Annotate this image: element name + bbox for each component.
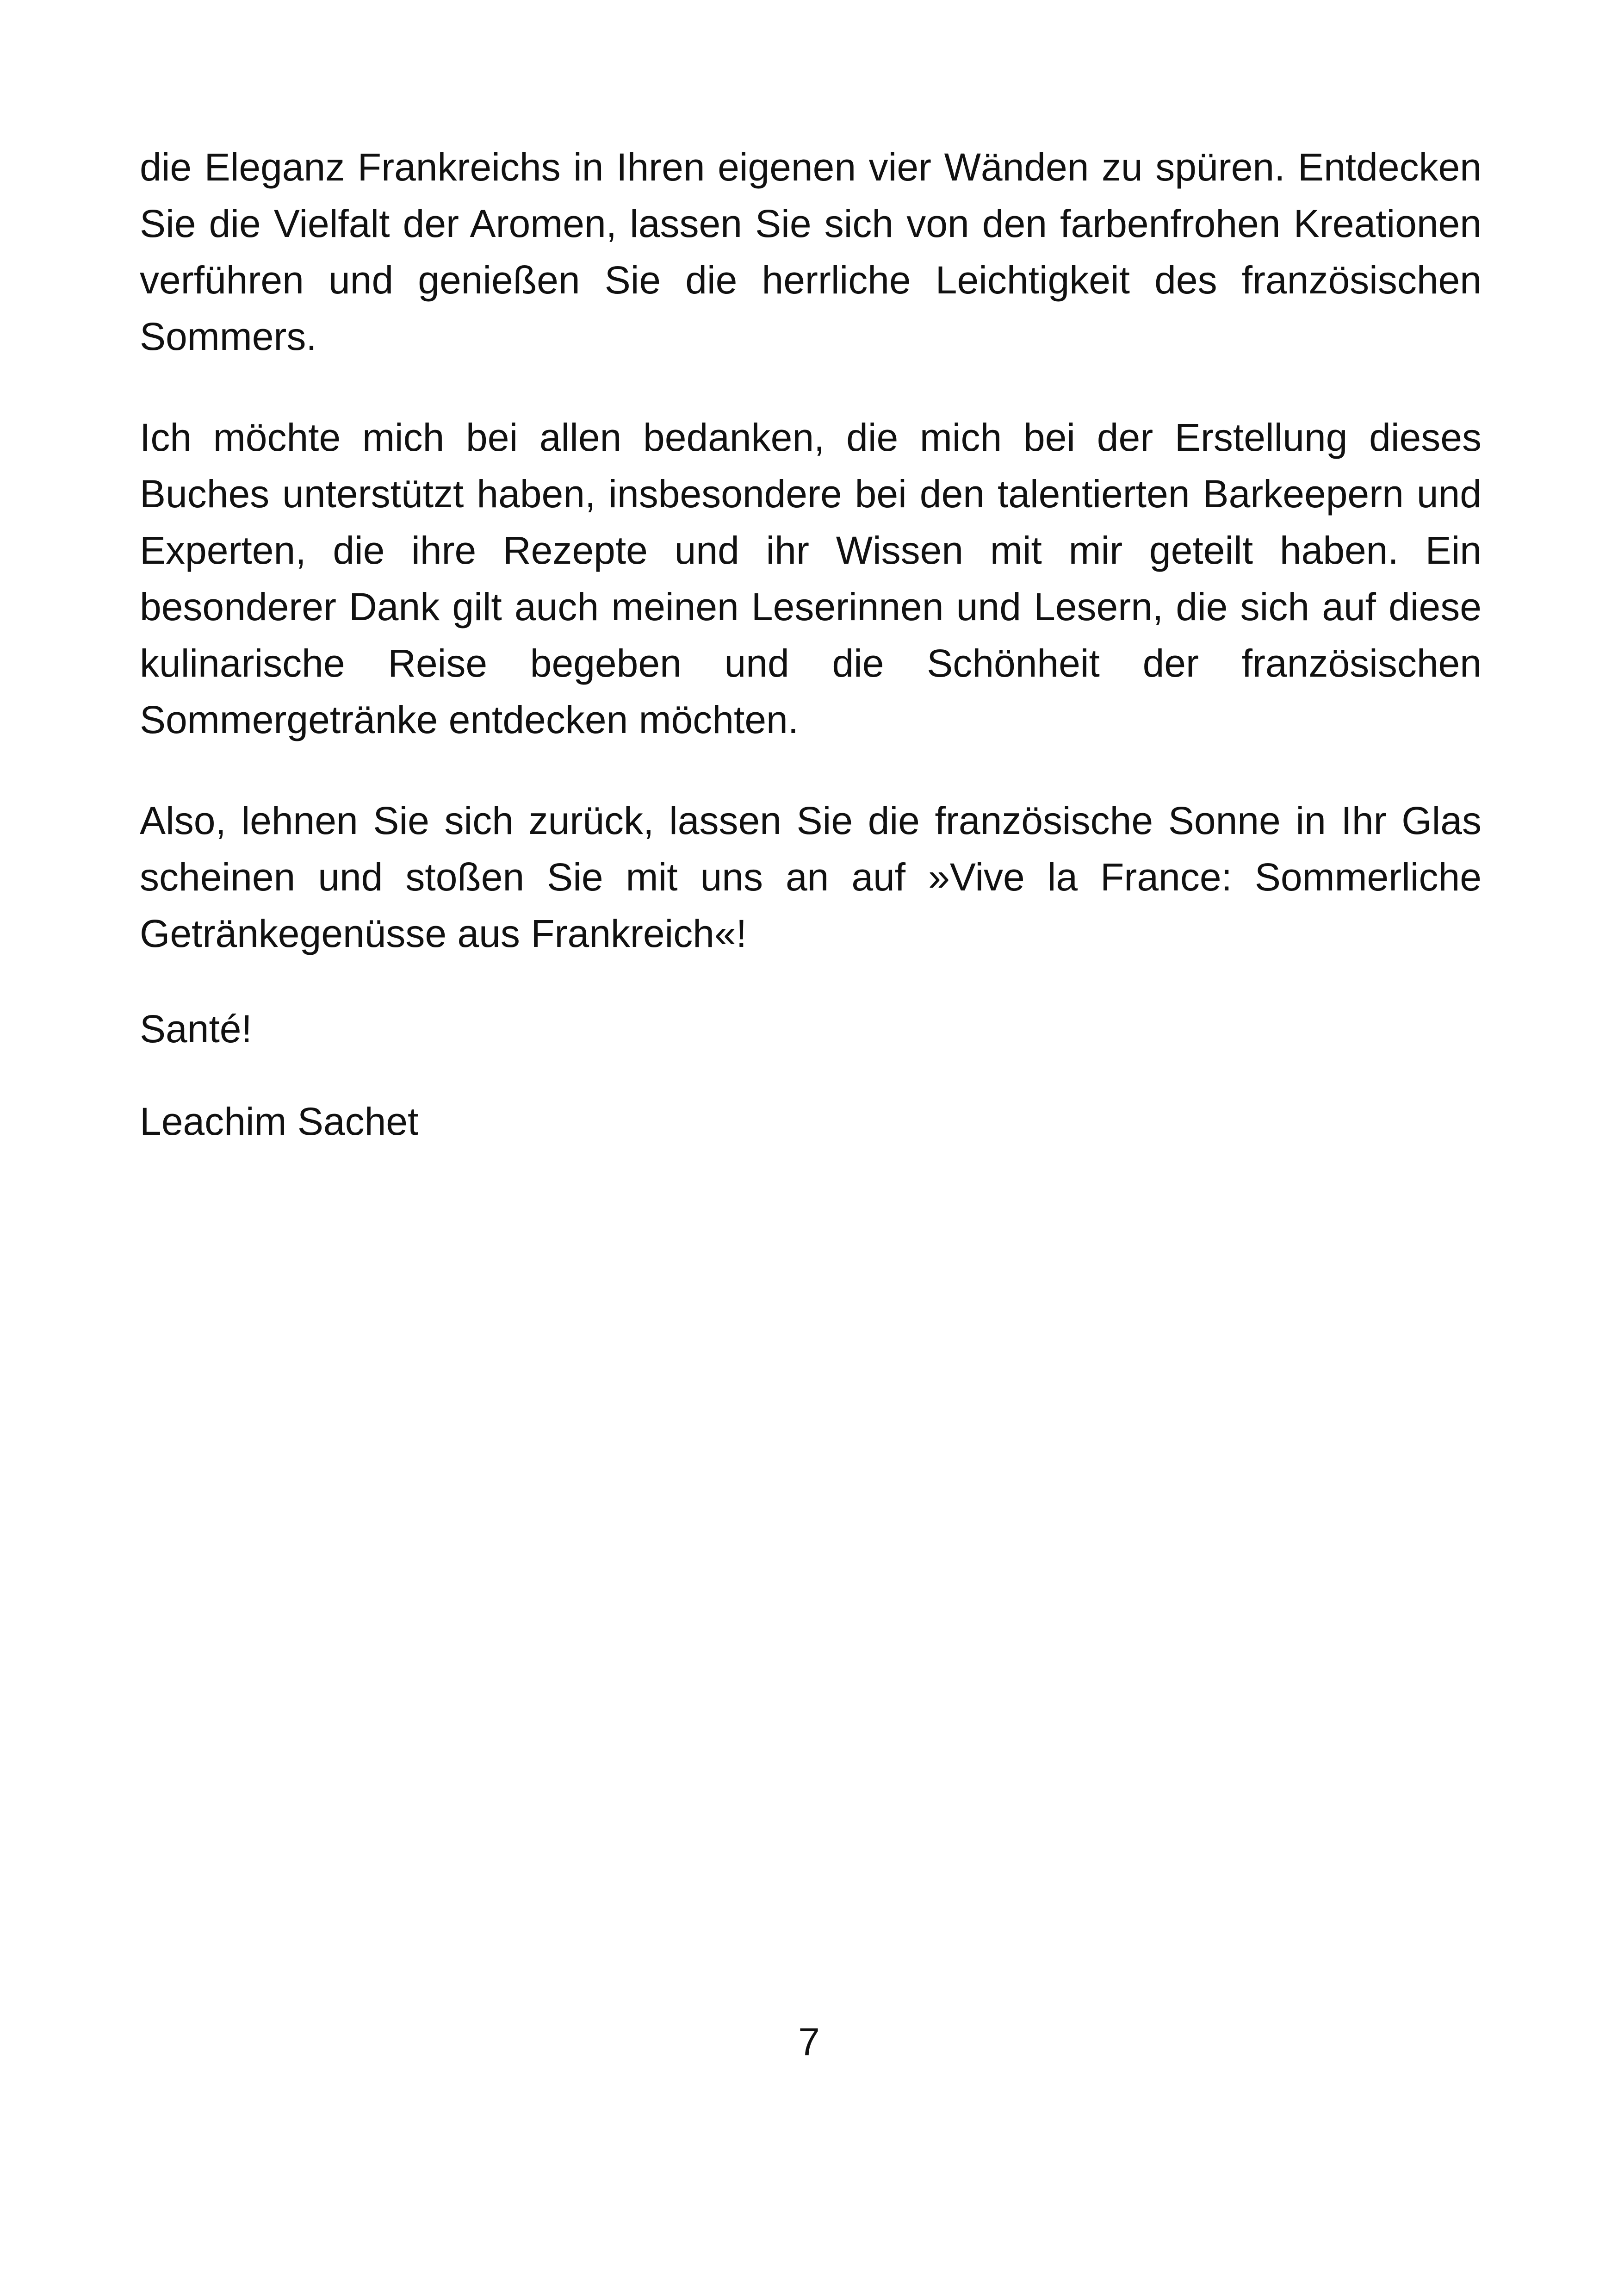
paragraph-acknowledgements: Ich möchte mich bei allen bedanken, die mich bei der Erstellung dieses Buches unterstützt haben, insbesondere bei den talentierten Barkeepern und Experten, die ihre Rezepte und ihr Wissen mit mir geteilt haben. Ein besonderer Dank gilt auch meinen Leserinnen und Lesern, die sich auf diese kulinarische Reise begeben und die Schönheit der französischen Sommergetränke entdecken möchten. (140, 416, 1482, 741)
paragraph-cheers: Also, lehnen Sie sich zurück, lassen Sie die französische Sonne in Ihr Glas scheinen und stoßen Sie mit uns an auf »Vive la France: Sommerliche Getränkegenüsse aus Frankreich«! (140, 799, 1482, 955)
closing-greeting: Santé! (140, 1007, 252, 1051)
paragraph-elegance: die Eleganz Frankreichs in Ihren eigenen vier Wänden zu spüren. Entdecken Sie die Vielfalt der Aromen, lassen Sie sich von den farbenfrohen Kreationen verführen und genießen Sie die herrliche Leichtigkeit des französischen Sommers. (140, 145, 1482, 358)
author-signature: Leachim Sachet (140, 1100, 419, 1143)
page-body (140, 139, 1482, 1150)
page-number: 7 (798, 2020, 820, 2064)
